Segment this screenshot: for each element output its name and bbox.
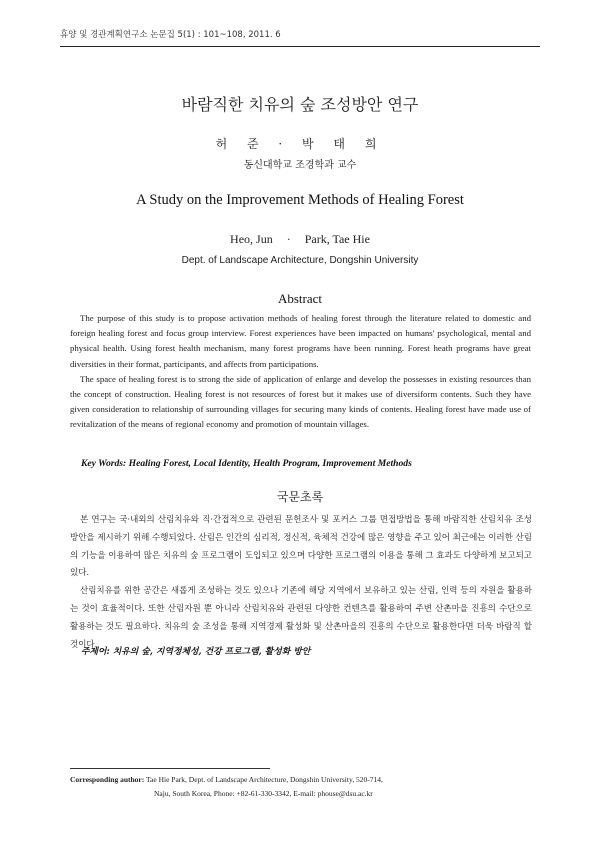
abstract-heading: Abstract bbox=[277, 291, 323, 306]
korean-keywords: 주제어: 치유의 숲, 지역정체성, 건강 프로그램, 활성화 방안 bbox=[81, 647, 311, 657]
korean-abstract-body bbox=[70, 512, 532, 654]
footnote-rule bbox=[70, 768, 270, 769]
abstract-paragraph-2: The space of healing forest is to strong the side of application of enlarge and develop the possesses in existing resources than the concept of construction. Healing forest is not resources of forest but it makes use of diversiform contents. Such they have given consideration to relationship of surrounding villages for securing many kinds of contents. Healing forest have made use of revitalization of the means of regional economy and promotion of mountain villages. bbox=[70, 373, 531, 430]
journal-header: 휴양 및 경관계획연구소 논문집 5(1) : 101~108, 2011. 6 bbox=[60, 28, 540, 47]
author-separator: · bbox=[286, 232, 291, 246]
footnote-text-1: Tae Hie Park, Dept. of Landscape Architecture, Dongshin University, 520-714, bbox=[144, 775, 383, 784]
korean-abstract-heading: 국문초록 bbox=[276, 490, 324, 504]
author-2: Park, Tae Hie bbox=[304, 232, 370, 246]
footnote-line-2: Naju, South Korea, Phone: +82-61-330-3342, E-mail: phouse@dsu.ac.kr bbox=[154, 789, 373, 798]
korean-title: 바람직한 치유의 숲 조성방안 연구 bbox=[181, 95, 419, 114]
english-authors bbox=[0, 232, 600, 247]
korean-abstract-paragraph-2: 산림치유를 위한 공간은 새롭게 조성하는 것도 있으나 기존에 해당 지역에서 보유하고 있는 산림, 인력 등의 자원을 활용하는 것이 효율적이다. 또한 산림자원 뿐 아니라 산림치유와 관련된 다양한 컨텐츠를 활용하여 주변 산촌마을 진흥의 수단으로 활용하는 것도 필요하다. 치유의 숲 조성을 통해 지역경제 활성화 및 산촌마을의 진흥의 수단으로 활용한다면 더욱 바람직 할 것이다. bbox=[70, 586, 532, 650]
footnote-label: Corresponding author: bbox=[70, 775, 145, 784]
english-keywords: Key Words: Healing Forest, Local Identity, Health Program, Improvement Methods bbox=[81, 458, 412, 469]
author-1: Heo, Jun bbox=[230, 232, 273, 246]
korean-affiliation: 동신대학교 조경학과 교수 bbox=[243, 160, 357, 171]
abstract-paragraph-1: The purpose of this study is to propose activation methods of healing forest through the literature related to domestic and foreign healing forest and focus group interview. Forest experiences have been impacted on humans' psychological, mental and physical health. Using forest health mechanism, many forest programs have been running. Forest heath programs have great diversities in their format, participants, and affects from participations. bbox=[70, 313, 531, 369]
english-affiliation: Dept. of Landscape Architecture, Dongshin University bbox=[181, 255, 419, 266]
footnote-line-1 bbox=[70, 773, 540, 787]
korean-authors: 허 준 · 박 태 희 bbox=[215, 137, 385, 151]
abstract-body bbox=[70, 311, 531, 433]
corresponding-author-footnote bbox=[70, 773, 540, 801]
korean-abstract-paragraph-1: 본 연구는 국·내외의 산림치유와 직·간접적으로 관련된 문헌조사 및 포커스 그룹 면접방법을 통해 바람직한 산림치유 조성방안을 제시하기 위해 수행되었다. 산림은 인간의 심리적, 정신적, 육체적 건강에 많은 영향을 주고 있어 최근에는 이러한 산림의 기능을 이용하여 많은 치유의 숲 프로그램이 도입되고 있으며 다양한 프로그램의 이용을 통해 그 효과도 다양하게 보고되고 있다. bbox=[70, 515, 532, 579]
english-title: A Study on the Improvement Methods of Healing Forest bbox=[136, 192, 464, 208]
